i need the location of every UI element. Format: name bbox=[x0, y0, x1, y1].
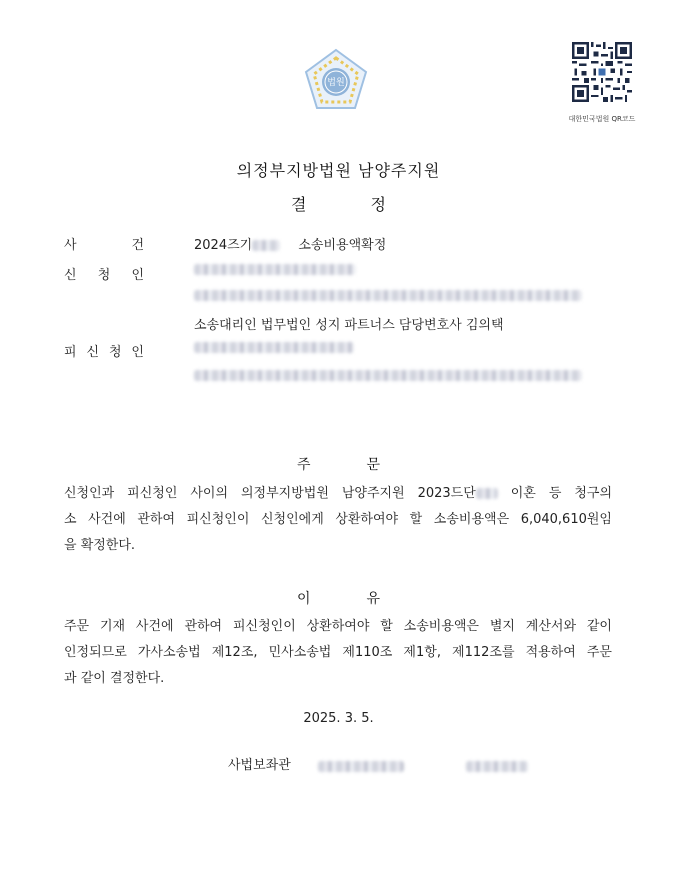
redacted-officer-seal bbox=[466, 756, 528, 775]
reason-heading bbox=[0, 588, 677, 608]
case-number-prefix: 2024즈기 bbox=[194, 238, 253, 253]
respondent-label-char-2: 신 bbox=[86, 345, 100, 360]
doc-title-char-1: 결 bbox=[291, 195, 307, 214]
reason-line-1: 주문 기재 사건에 관하여 피신청인이 상환하여야 할 소송비용액은 별지 계산서와 같이 bbox=[64, 619, 612, 634]
redacted-officer-name bbox=[318, 756, 404, 775]
respondent-label-char-3: 청 bbox=[108, 345, 122, 360]
doc-title-char-2: 정 bbox=[370, 195, 386, 214]
qr-code-icon bbox=[572, 42, 632, 102]
respondent-label-char-1: 피 bbox=[64, 345, 77, 360]
officer-title: 사법보좌관 bbox=[228, 758, 291, 773]
qr-caption: 대한민국법원 QR코드 bbox=[568, 115, 636, 123]
order-line-3: 을 확정한다. bbox=[64, 538, 136, 553]
respondent-label bbox=[64, 341, 144, 360]
order-heading bbox=[0, 454, 677, 474]
reason-line-2: 인정되므로 가사소송법 제12조, 민사소송법 제110조 제1항, 제112조를 적용하여 주문 bbox=[64, 645, 612, 660]
applicant-label bbox=[64, 264, 144, 283]
order-line-1 bbox=[64, 480, 612, 508]
redacted-applicant-address bbox=[194, 288, 582, 303]
case-label bbox=[64, 234, 144, 253]
order-line-2: 소 사건에 관하여 피신청인이 신청인에게 상환하여야 할 소송비용액은 6,040,610원임 bbox=[64, 512, 612, 527]
applicant-attorney: 소송대리인 법무법인 성지 파트너스 담당변호사 김의택 bbox=[194, 318, 504, 333]
redacted-respondent-address bbox=[194, 368, 582, 383]
decision-date: 2025. 3. 5. bbox=[303, 711, 374, 726]
court-emblem-icon bbox=[300, 46, 372, 118]
applicant-label-char-3: 인 bbox=[131, 268, 144, 283]
case-name: 소송비용액확정 bbox=[298, 238, 387, 253]
applicant-label-char-1: 신 bbox=[64, 268, 77, 283]
redacted-respondent-name bbox=[194, 340, 354, 355]
document-title bbox=[0, 192, 677, 215]
order-heading-char-1: 주 bbox=[296, 457, 311, 473]
order-line-1-after: 이혼 등 청구의 bbox=[497, 486, 612, 501]
respondent-label-char-4: 인 bbox=[131, 345, 144, 360]
redacted-original-case-number bbox=[476, 488, 498, 499]
order-heading-char-2: 문 bbox=[366, 457, 381, 473]
court-name: 의정부지방법원 남양주지원 bbox=[236, 161, 441, 180]
case-info bbox=[194, 234, 386, 253]
reason-heading-char-2: 유 bbox=[366, 591, 381, 607]
case-label-char-2: 건 bbox=[131, 238, 144, 253]
case-label-char-1: 사 bbox=[64, 238, 77, 253]
redacted-applicant-name bbox=[194, 262, 356, 277]
reason-line-3: 과 같이 결정한다. bbox=[64, 671, 165, 686]
order-line-1-before: 신청인과 피신청인 사이의 의정부지방법원 남양주지원 2023드단 bbox=[64, 486, 476, 501]
emblem-text: 법원 bbox=[327, 78, 345, 88]
applicant-label-char-2: 청 bbox=[97, 268, 111, 283]
redacted-case-number bbox=[252, 240, 280, 251]
reason-heading-char-1: 이 bbox=[296, 591, 311, 607]
